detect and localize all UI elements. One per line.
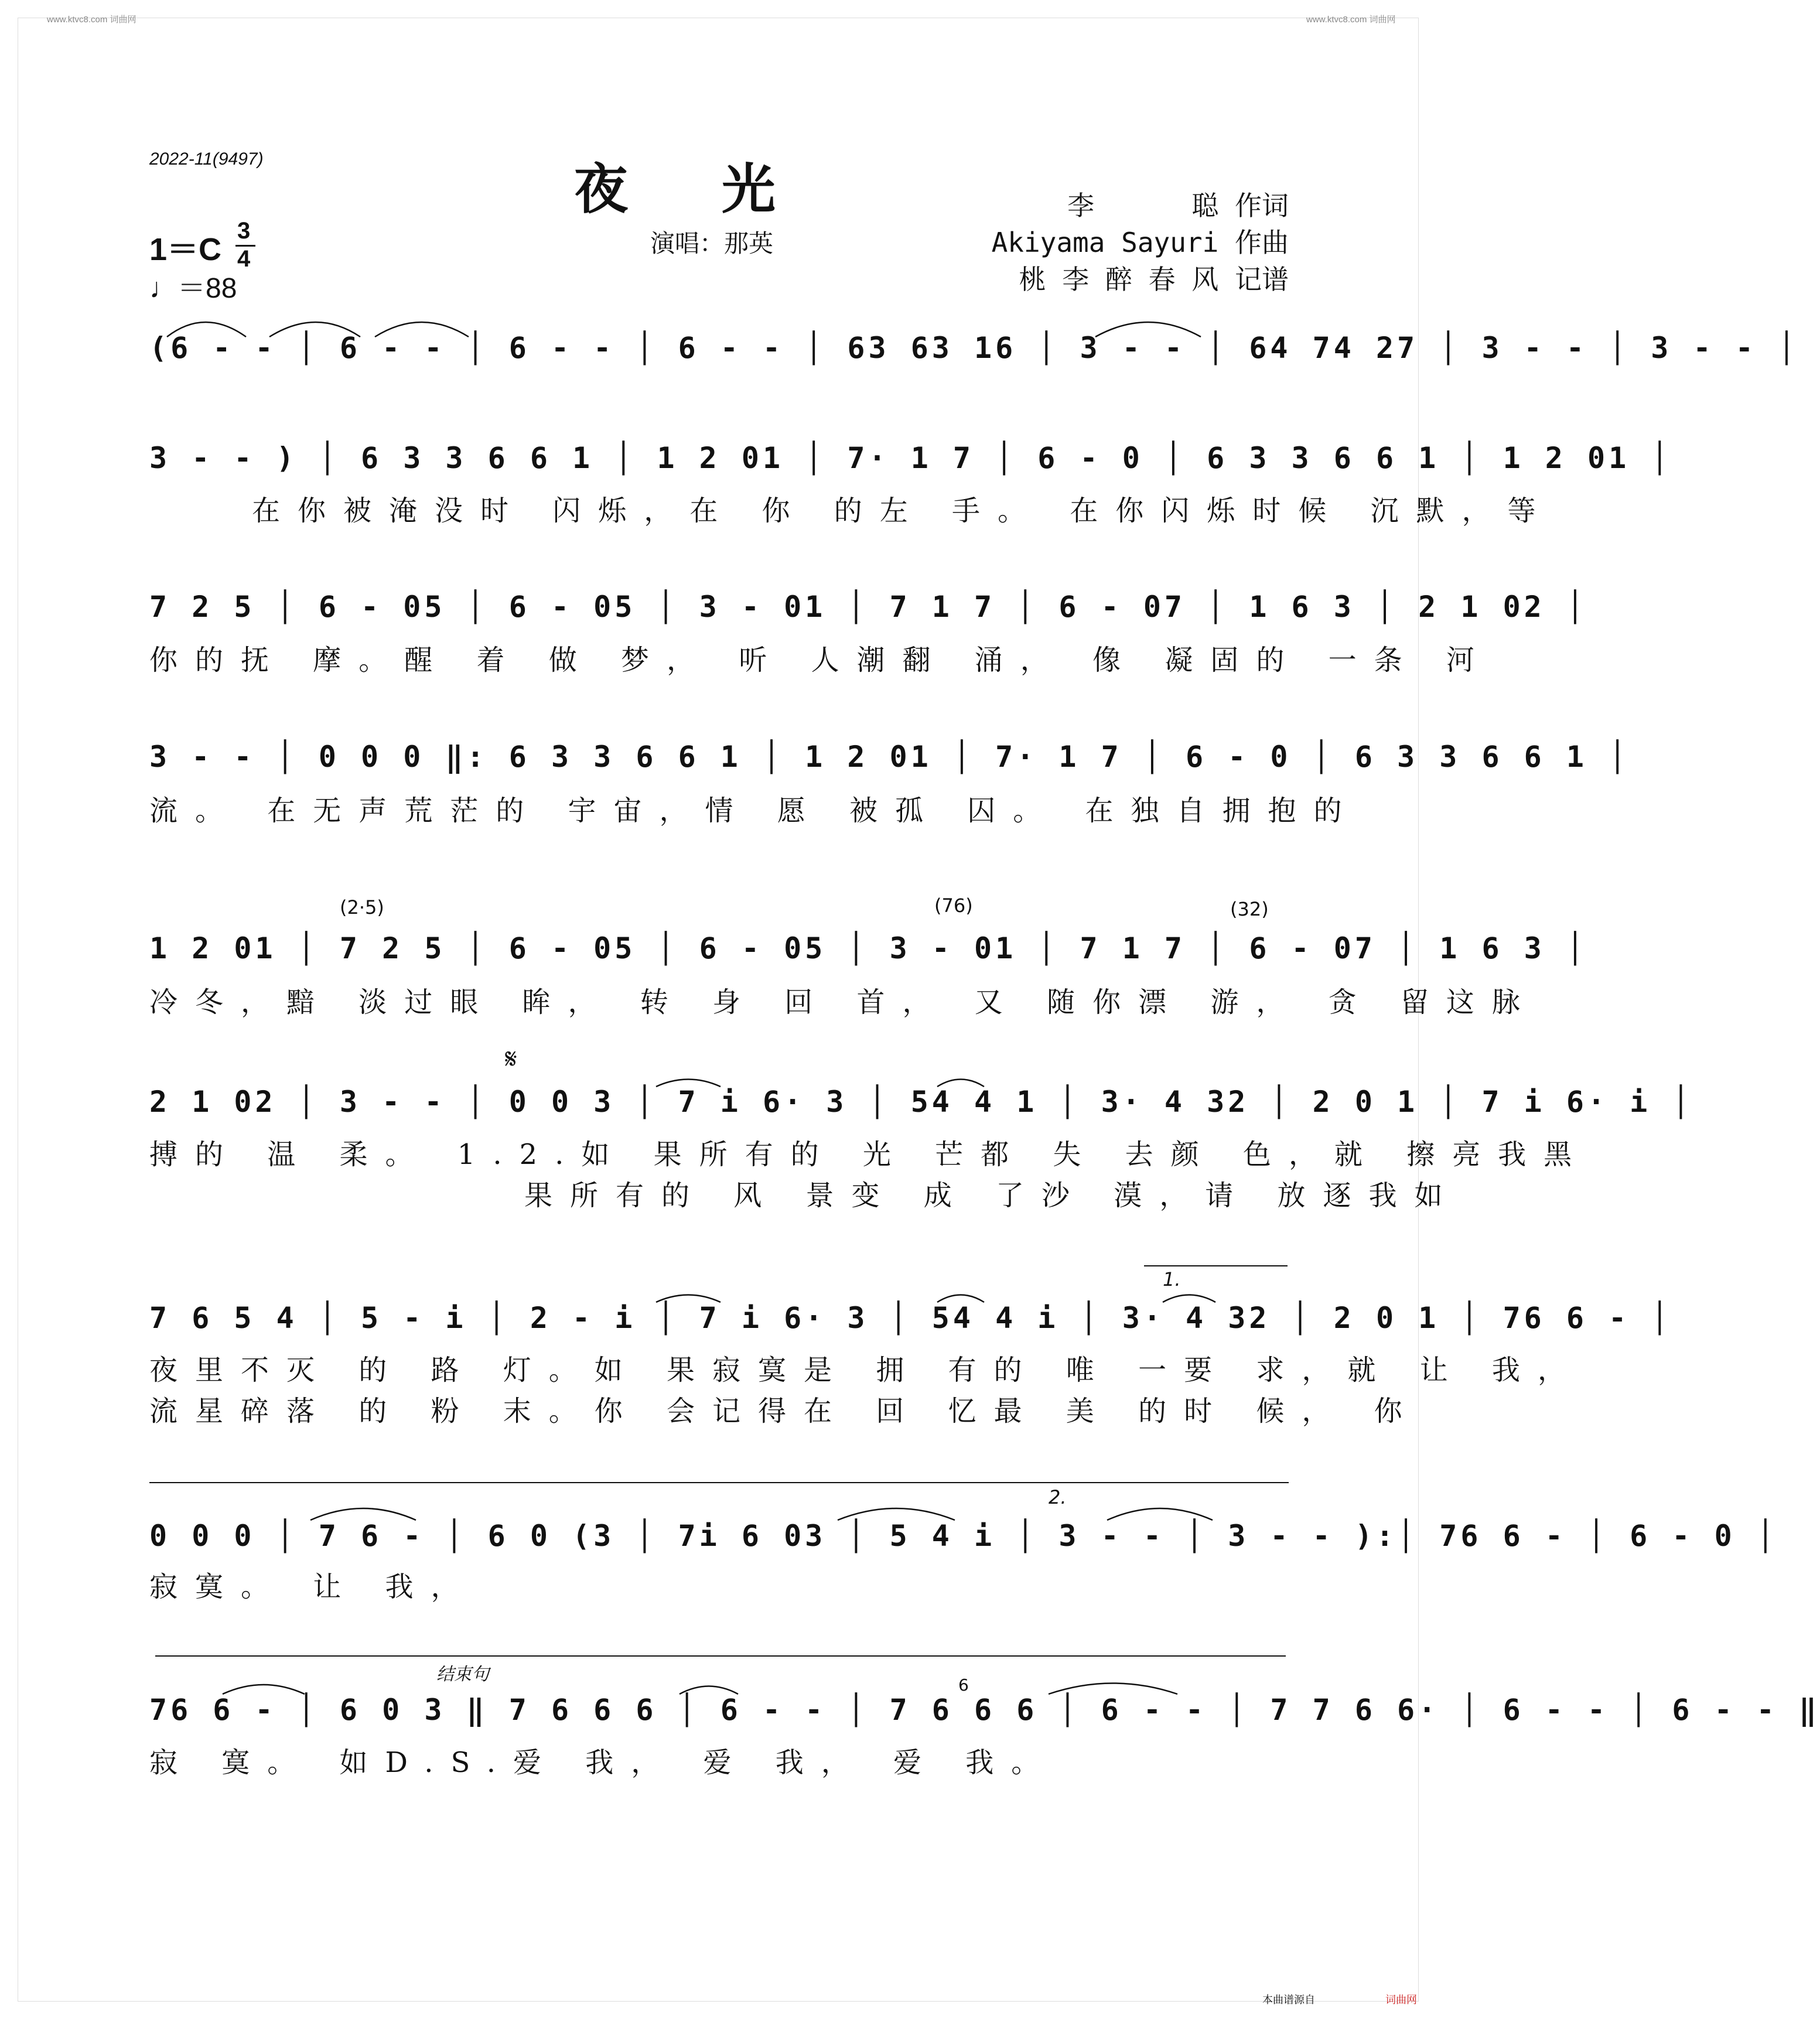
lyric-line-7a: 夜里不灭 的 路 灯。如 果寂寞是 拥 有的 唯 一要 求，就 让 我， [149,1354,1583,1387]
song-title: 夜光 [574,158,870,221]
lyric-line-4: 流。 在无声荒茫的 宇宙，情 愿 被孤 囚。 在独自拥抱的 [149,794,1360,827]
transcriber-credit: 桃 李 醉 春 风 记谱 [1019,264,1289,295]
footer-source-label: 本曲谱源自 [1262,1994,1315,2006]
lyric-line-2: 在你被淹没时 闪烁，在 你 的左 手。 在你闪烁时候 沉默，等 [252,494,1553,527]
lyric-line-6a: 搏的 温 柔。 1.2.如 果所有的 光 芒都 失 去颜 色，就 擦亮我黑 [149,1138,1590,1171]
slur-arc [937,1295,984,1303]
volta-1-label: 1. [1163,1268,1181,1290]
lyric-line-6b: 果所有的 风 景变 成 了沙 漠，请 放逐我如 [524,1179,1460,1212]
notation-line-8: 0 0 0 │ 7 6 - │ 6 0 (3 │ 7i 6 03 │ 5 4 i │ 3 - - │ 3 - - ):│ 76 6 - │ 6 - 0 │ [149,1519,1778,1553]
harmony-mark-2: (76) [934,894,973,917]
slur-arc [656,1080,721,1087]
reference-code: 2022-11(9497) [149,149,264,169]
grace-note: 6 [958,1675,969,1695]
time-signature-bottom: 4 [237,246,251,272]
slur-arc [937,1080,984,1087]
watermark-right: www.ktvc8.com 词曲网 [1306,15,1396,25]
notation-line-5: 1 2 01 │ 7 2 5 │ 6 - 05 │ 6 - 05 │ 3 - 01 │ 7 1 7 │ 6 - 07 │ 1 6 3 │ [149,931,1587,965]
tempo-marking: ♩＝88 [149,273,237,304]
composer-credit: Akiyama Sayuri 作曲 [991,227,1289,258]
watermark-left: www.ktvc8.com 词曲网 [47,15,136,25]
notation-line-7: 7 6 5 4 │ 5 - i │ 2 - i │ 7 i 6· 3 │ 54 4 i │ 3· 4 32 │ 2 0 1 │ 76 6 - │ [149,1301,1672,1335]
lyric-line-9: 寂 寞。 如D.S.爱 我， 爱 我， 爱 我。 [149,1746,1057,1779]
lyric-line-8: 寂寞。 让 我， [149,1570,477,1603]
notation-line-1: (6 - - │ 6 - - │ 6 - - │ 6 - - │ 63 63 16 │ 3 - - │ 64 74 27 │ 3 - - │ 3 - - │ [149,331,1799,365]
lyric-line-5: 冷冬，黯 淡过眼 眸， 转 身 回 首， 又 随你漂 游， 贪 留这脉 [149,986,1538,1019]
notation-line-4: 3 - - │ 0 0 0 ‖: 6 3 3 6 6 1 │ 1 2 01 │ 7· 1 7 │ 6 - 0 │ 6 3 3 6 6 1 │ [149,740,1630,774]
footer-site-label: 词曲网 [1385,1994,1417,2006]
slur-arc [1049,1684,1177,1695]
segno-sign: 𝄋 [505,1043,517,1075]
slur-arc [1095,322,1201,337]
slur-arc [838,1508,955,1520]
notation-line-2: 3 - - ) │ 6 3 3 6 6 1 │ 1 2 01 │ 7· 1 7 │ 6 - 0 │ 6 3 3 6 6 1 │ 1 2 01 │ [149,441,1672,475]
slur-arc [167,322,246,337]
slur-arc [1107,1508,1213,1520]
slur-arc [223,1685,305,1694]
notation-line-6: 2 1 02 │ 3 - - │ 0 0 3 │ 7 i 6· 3 │ 54 4 1 │ 3· 4 32 │ 2 0 1 │ 7 i 6· i │ [149,1085,1693,1119]
lyric-line-3: 你的抚 摩。醒 着 做 梦， 听 人潮翻 涌， 像 凝固的 一条 河 [149,644,1492,677]
slur-arc [656,1295,721,1303]
coda-label: 结束句 [436,1664,489,1685]
slur-arc [269,322,360,337]
key-signature: 1＝C [149,232,222,267]
volta-2-label: 2. [1049,1486,1067,1508]
harmony-mark-3: (32) [1230,898,1269,920]
slur-arc [1163,1295,1215,1303]
notation-line-3: 7 2 5 │ 6 - 05 │ 6 - 05 │ 3 - 01 │ 7 1 7 │ 6 - 07 │ 1 6 3 │ 2 1 02 │ [149,590,1587,624]
slur-arc [310,1508,416,1520]
lyricist-credit: 李 聪 作词 [1067,190,1289,221]
harmony-mark-1: (2·5) [340,896,384,918]
singer-credit: 演唱：那英 [650,229,774,258]
slur-arc [375,322,469,337]
notation-line-9: 76 6 - │ 6 0 3 ‖ 7 6 6 6 │ 6 - - │ 7 6 6 6 │ 6 - - │ 7 7 6 6· │ 6 - - │ 6 - - ‖ [149,1693,1820,1727]
time-signature-top: 3 [237,218,251,244]
slur-arc [679,1686,738,1695]
lyric-line-7b: 流星碎落 的 粉 末。你 会记得在 回 忆最 美 的时 候， 你 [149,1395,1420,1428]
